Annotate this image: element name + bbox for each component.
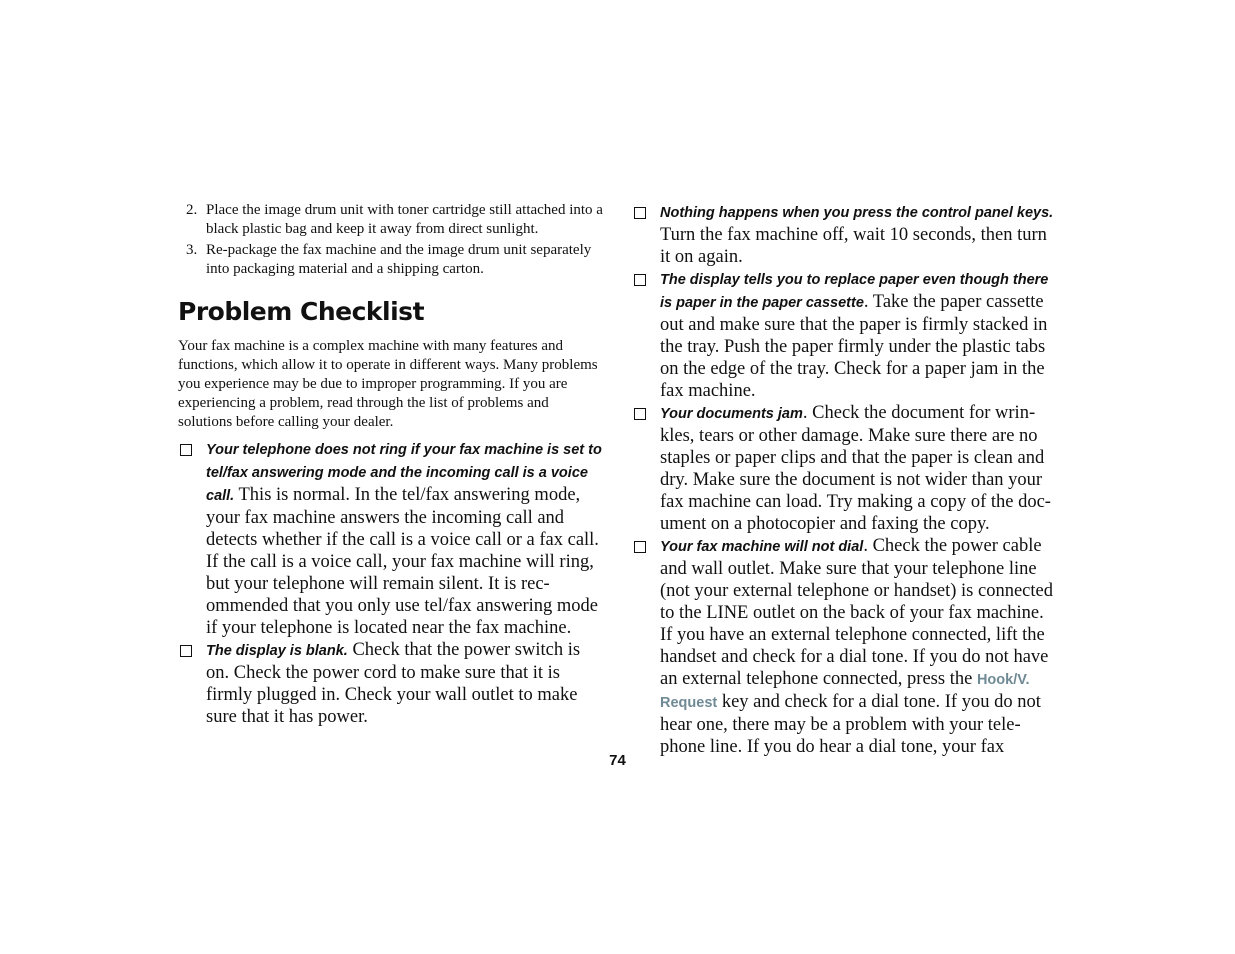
problem-heading: The display is blank. [206, 643, 348, 659]
checklist-item [632, 201, 1058, 268]
checkbox-icon [634, 408, 646, 420]
solution-text: key and check for a dial tone. If you do not hear one, there may be a problem with your tele-phone line. If you do hear a dial tone, your fax [660, 692, 1041, 757]
checkbox-icon [180, 444, 192, 456]
hook-request-key-label: Hook/V. Request [660, 672, 1030, 711]
step-number: 3. [186, 242, 198, 258]
intro-paragraph: Your fax machine is a complex machine with many features and functions, which allow it to operate in different ways. Many problems you experience may be due to improper programming. If you are experiencing a problem, read through the list of problems and solutions before calling your dealer. [178, 338, 598, 430]
list-item [178, 201, 603, 239]
left-column [178, 201, 603, 728]
checklist-item [178, 438, 603, 639]
step-number: 2. [186, 202, 198, 218]
solution-text: Turn the fax machine off, wait 10 seconds, then turn it on again. [660, 225, 1047, 267]
problem-heading: Your fax machine will not dial [660, 539, 864, 555]
list-item [178, 241, 603, 279]
step-text: Re-package the fax machine and the image drum unit separately into packaging material and a shipping carton. [206, 242, 592, 277]
page-number: 74 [609, 752, 626, 769]
checkbox-icon [634, 274, 646, 286]
checkbox-icon [634, 541, 646, 553]
problem-heading: The display tells you to replace paper even though there is paper in the paper cassette [660, 272, 1049, 311]
step-text: Place the image drum unit with toner cartridge still attached into a black plastic bag and keep it away from direct sunlight. [206, 202, 603, 237]
solution-text: This is normal. In the tel/fax answering mode, your fax machine answers the incoming call and detects whether if the call is a voice call or a fax call. If the call is a voice call, your fax machine will ring, but your telephone will remain silent. It is rec-ommended that you only use tel/fax answering mode if your telephone is located near the fax machine. [206, 485, 599, 638]
problem-heading: Nothing happens when you press the control panel keys. [660, 205, 1054, 221]
solution-text: . Check the document for wrin-kles, tears or other damage. Make sure there are no staples or paper clips and that the paper is clean and dry. Make sure the document is not wider than your fax machine can load. Try making a copy of the doc-ument on a photocopier and faxing the copy. [660, 403, 1051, 534]
solution-text: Check that the power switch is on. Check the power cord to make sure that it is firmly plugged in. Check your wall outlet to make sure that it has power. [206, 640, 581, 727]
checklist-item [632, 268, 1058, 402]
checkbox-icon [634, 207, 646, 219]
checkbox-icon [180, 645, 192, 657]
section-title: Problem Checklist [178, 297, 425, 326]
problem-heading: Your telephone does not ring if your fax machine is set to tel/fax answering mode and the incoming call is a voice call. [206, 442, 602, 504]
right-column [632, 201, 1058, 758]
checklist-item [632, 402, 1058, 535]
solution-text: . Check the power cable and wall outlet. Make sure that your telephone line (not your external telephone or handset) is connected to the LINE outlet on the back of your fax machine. If you have an external telephone connected, lift the handset and check for a dial tone. If you do not have an external telephone connected, press the [660, 536, 1053, 689]
problem-heading: Your documents jam [660, 406, 803, 422]
solution-text: . Take the paper cassette out and make sure that the paper is firmly stacked in the tray. Push the paper firmly under the plastic tabs on the edge of the tray. Check for a paper jam in the fax machine. [660, 292, 1048, 401]
numbered-steps [178, 201, 603, 279]
checklist-item [632, 535, 1058, 758]
checklist-item [178, 639, 603, 728]
